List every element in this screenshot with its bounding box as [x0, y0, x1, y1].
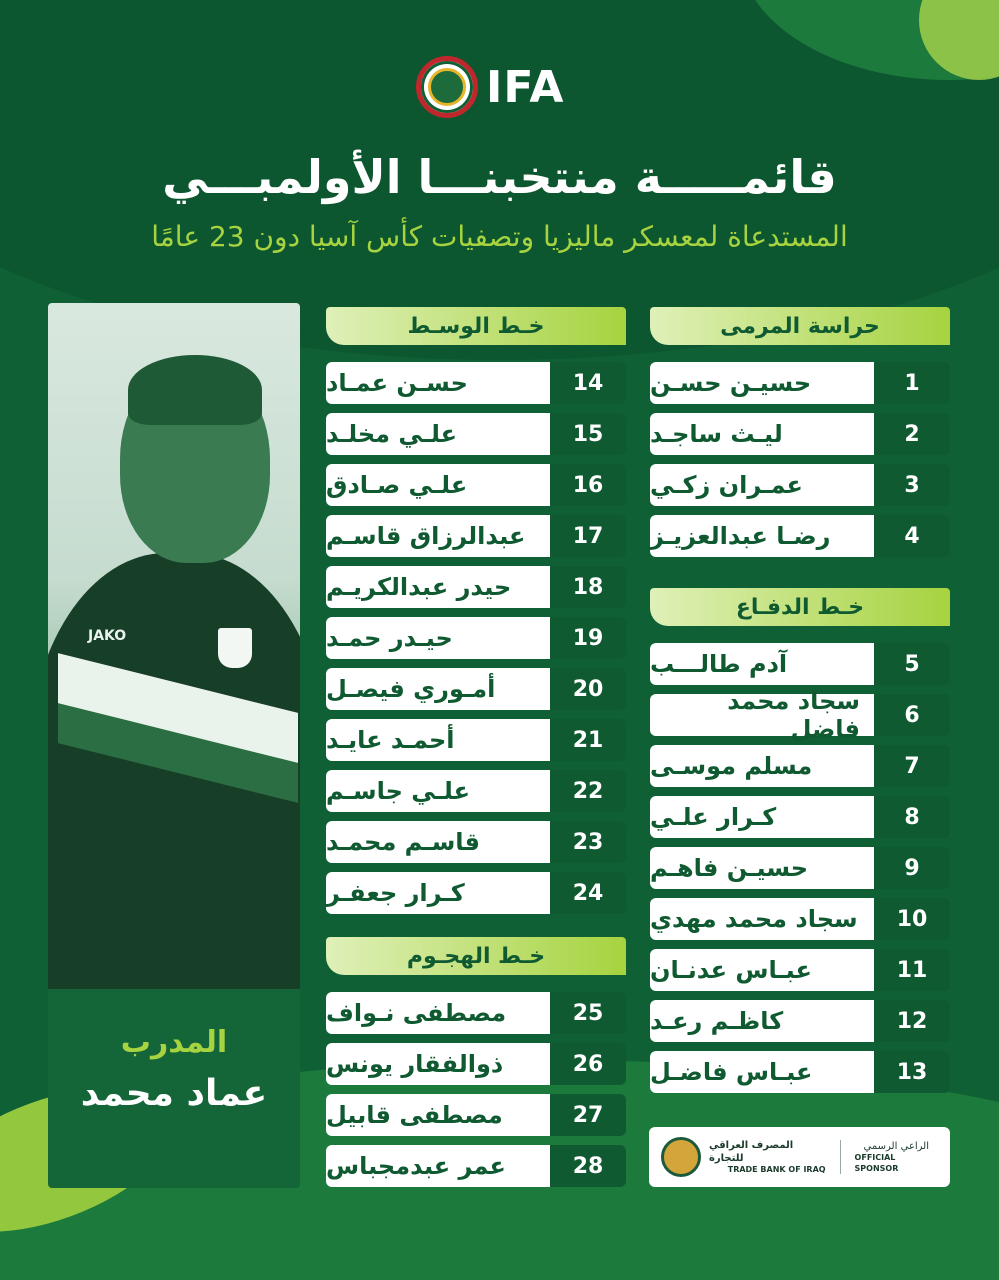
- player-name: رضـا عبدالعزيـز: [650, 515, 874, 557]
- player-row: [326, 617, 626, 659]
- coach-name: عماد محمد: [80, 1073, 268, 1114]
- player-name: عبدالرزاق قاسـم: [326, 515, 550, 557]
- player-name: كـرار علـي: [650, 796, 874, 838]
- sponsor-role-en: OFFICIAL SPONSOR: [854, 1153, 899, 1173]
- player-row: [650, 745, 950, 787]
- jersey-brand: JAKO: [88, 628, 127, 644]
- player-number: 5: [874, 643, 950, 685]
- player-number: 1: [874, 362, 950, 404]
- player-number: 28: [550, 1145, 626, 1187]
- player-number: 4: [874, 515, 950, 557]
- player-name: كـرار جعفـر: [326, 872, 550, 914]
- player-name: كاظـم رعـد: [650, 1000, 874, 1042]
- page-subtitle: المستدعاة لمعسكر ماليزيا وتصفيات كأس آسيا دون 23 عامًا: [151, 220, 848, 253]
- player-name: مصطفى نـواف: [326, 992, 550, 1034]
- player-number: 8: [874, 796, 950, 838]
- player-number: 12: [874, 1000, 950, 1042]
- player-row: [326, 362, 626, 404]
- player-row: [650, 413, 950, 455]
- player-row: [650, 1051, 950, 1093]
- player-row: [650, 515, 950, 557]
- player-name: حسيـن فاهـم: [650, 847, 874, 889]
- player-row: [650, 847, 950, 889]
- federation-crest-icon: [416, 56, 478, 118]
- player-number: 20: [550, 668, 626, 710]
- player-row: [326, 464, 626, 506]
- player-number: 21: [550, 719, 626, 761]
- player-row: [650, 687, 950, 743]
- player-row: [650, 643, 950, 685]
- player-row: [326, 992, 626, 1034]
- player-row: [650, 796, 950, 838]
- section-header-midfield: خـط الوسـط: [326, 307, 626, 345]
- player-name: حيـدر حمـد: [326, 617, 550, 659]
- player-number: 25: [550, 992, 626, 1034]
- player-number: 18: [550, 566, 626, 608]
- player-number: 14: [550, 362, 626, 404]
- player-number: 15: [550, 413, 626, 455]
- player-name: ذوالفقار يونس: [326, 1043, 550, 1085]
- player-number: 27: [550, 1094, 626, 1136]
- ifa-logo: [416, 56, 564, 118]
- player-row: [326, 413, 626, 455]
- player-row: [326, 1145, 626, 1187]
- coach-panel: [48, 303, 300, 1188]
- player-name: مصطفى قابيل: [326, 1094, 550, 1136]
- page-title: قائمـــــة منتخبنـــا الأولمبـــي: [162, 150, 837, 204]
- player-name: علـي صـادق: [326, 464, 550, 506]
- player-name: حسيـن حسـن: [650, 362, 874, 404]
- section-header-goalkeepers: حراسة المرمى: [650, 307, 950, 345]
- player-name: أحمـد عايـد: [326, 719, 550, 761]
- player-name: آدم طالـــب: [650, 643, 874, 685]
- player-name: عبـاس عدنـان: [650, 949, 874, 991]
- player-row: [650, 362, 950, 404]
- sponsor-box: [649, 1127, 950, 1187]
- player-row: [650, 898, 950, 940]
- player-number: 17: [550, 515, 626, 557]
- player-name: عمر عبدمجباس: [326, 1145, 550, 1187]
- section-header-attack: خـط الهجـوم: [326, 937, 626, 975]
- player-number: 7: [874, 745, 950, 787]
- player-name: حسـن عمـاد: [326, 362, 550, 404]
- bank-name-ar: المصرف العراقي للتجارة: [709, 1139, 794, 1164]
- coach-photo: [48, 303, 300, 989]
- sponsor-role: [855, 1140, 938, 1174]
- player-number: 26: [550, 1043, 626, 1085]
- iraq-badge-icon: [218, 628, 252, 668]
- player-name: سجاد محمد فاضل: [650, 694, 874, 736]
- logo-text: IFA: [486, 61, 565, 113]
- player-row: [326, 770, 626, 812]
- bank-emblem-icon: [661, 1137, 701, 1177]
- player-number: 10: [874, 898, 950, 940]
- player-name: علـي مخلـد: [326, 413, 550, 455]
- player-row: [650, 464, 950, 506]
- player-number: 9: [874, 847, 950, 889]
- player-number: 22: [550, 770, 626, 812]
- player-row: [326, 1094, 626, 1136]
- player-number: 13: [874, 1051, 950, 1093]
- player-name: علـي جاسـم: [326, 770, 550, 812]
- player-row: [326, 1043, 626, 1085]
- player-row: [326, 872, 626, 914]
- player-name: مسلم موسـى: [650, 745, 874, 787]
- player-row: [326, 719, 626, 761]
- divider: [840, 1140, 841, 1174]
- player-row: [650, 949, 950, 991]
- player-number: 2: [874, 413, 950, 455]
- player-number: 19: [550, 617, 626, 659]
- player-row: [326, 515, 626, 557]
- player-name: عمـران زكـي: [650, 464, 874, 506]
- sponsor-bank: [709, 1139, 826, 1175]
- player-number: 16: [550, 464, 626, 506]
- section-header-defense: خـط الدفـاع: [650, 588, 950, 626]
- player-name: عبـاس فاضـل: [650, 1051, 874, 1093]
- sponsor-role-ar: الراعي الرسمي: [863, 1141, 929, 1153]
- player-name: سجاد محمد مهدي: [650, 898, 874, 940]
- player-row: [326, 566, 626, 608]
- player-row: [326, 668, 626, 710]
- player-number: 6: [874, 694, 950, 736]
- player-number: 23: [550, 821, 626, 863]
- player-number: 3: [874, 464, 950, 506]
- player-name: ليـث ساجـد: [650, 413, 874, 455]
- player-row: [650, 1000, 950, 1042]
- bank-name-en: TRADE BANK OF IRAQ: [727, 1164, 826, 1174]
- player-name: قاسـم محمـد: [326, 821, 550, 863]
- player-name: أمـوري فيصـل: [326, 668, 550, 710]
- coach-role: المدرب: [120, 1025, 228, 1060]
- player-name: حيدر عبدالكريـم: [326, 566, 550, 608]
- player-row: [326, 821, 626, 863]
- player-number: 24: [550, 872, 626, 914]
- player-number: 11: [874, 949, 950, 991]
